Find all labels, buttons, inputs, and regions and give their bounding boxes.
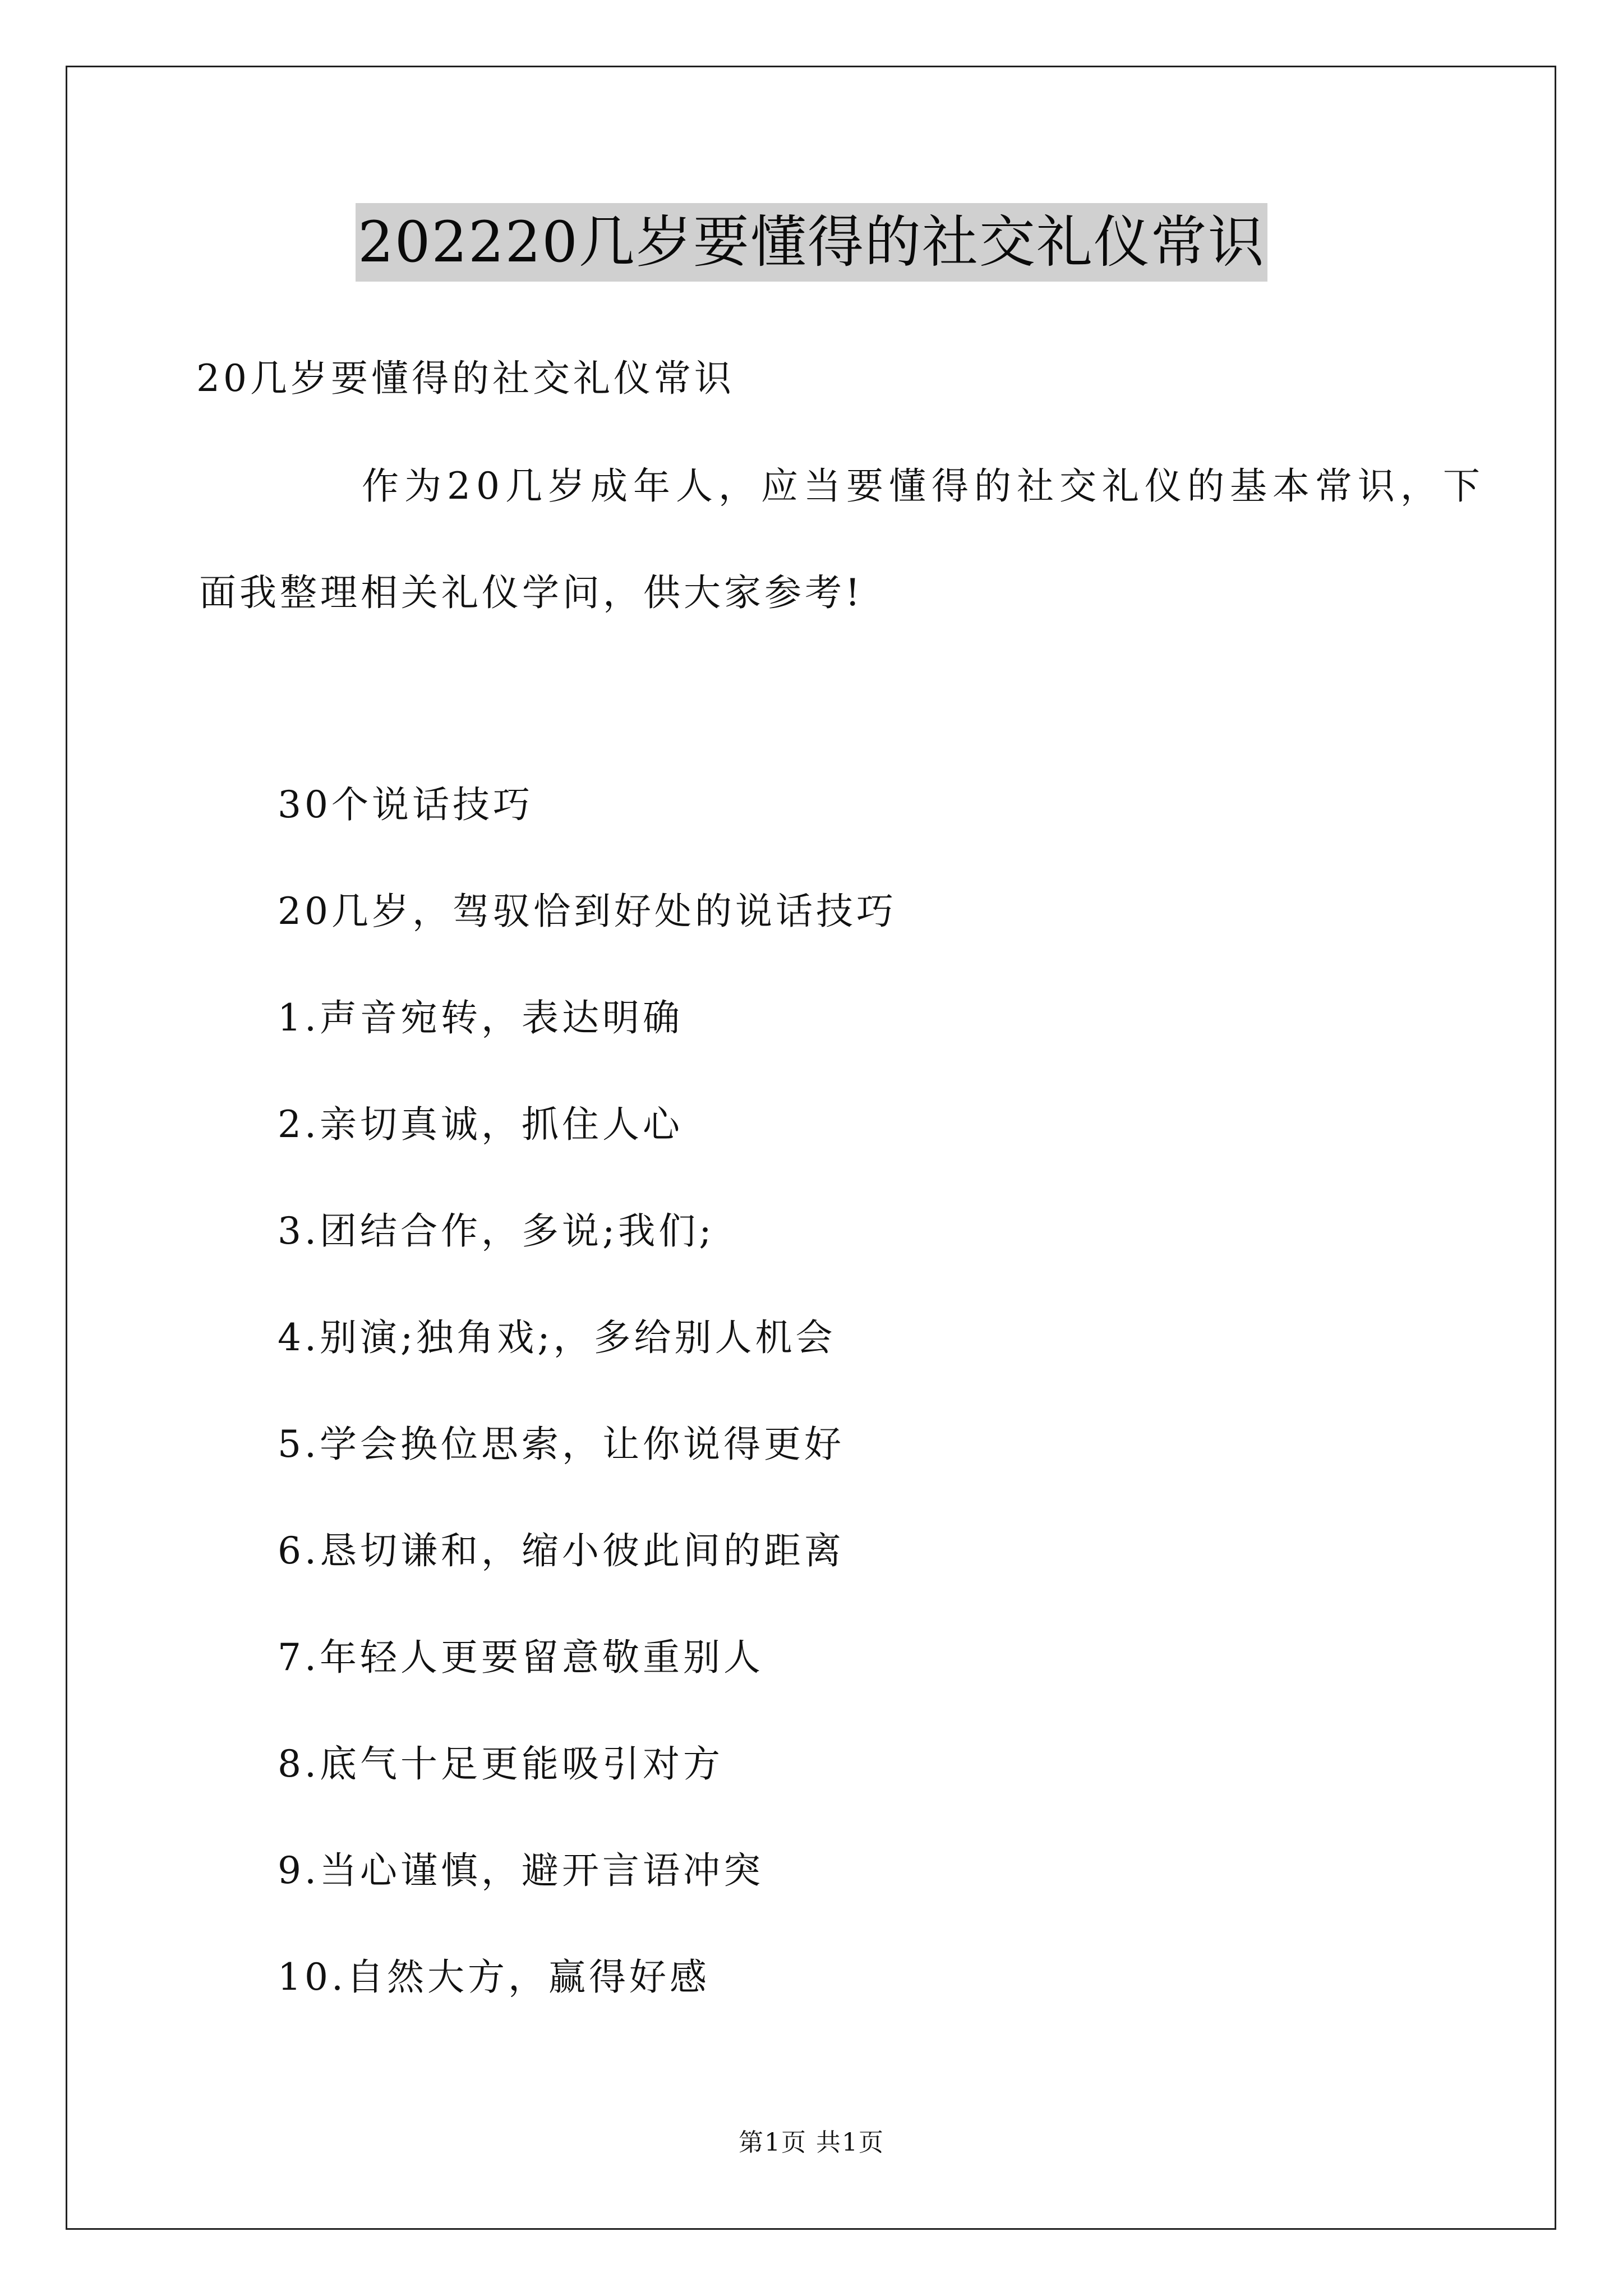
list-item: 10.自然大方，赢得好感	[278, 1955, 710, 1999]
list-item: 4.别演;独角戏;，多给别人机会	[278, 1316, 836, 1359]
intro-paragraph-line-1: 作为20几岁成年人，应当要懂得的社交礼仪的基本常识，下	[362, 464, 1486, 508]
list-item: 6.恳切谦和，缩小彼此间的距离	[278, 1529, 845, 1572]
list-item: 1.声音宛转，表达明确	[278, 996, 683, 1039]
list-item: 3.团结合作，多说;我们;	[278, 1209, 715, 1253]
list-item: 5.学会换位思索，让你说得更好	[278, 1423, 845, 1466]
intro-paragraph-line-2: 面我整理相关礼仪学问，供大家参考!	[199, 571, 864, 614]
page-footer: 第1页 共1页	[739, 2128, 884, 2157]
list-heading: 30个说话技巧	[278, 783, 533, 826]
list-item: 9.当心谨慎，避开言语冲突	[278, 1849, 764, 1892]
list-item: 8.底气十足更能吸引对方	[278, 1742, 723, 1786]
list-subheading: 20几岁，驾驭恰到好处的说话技巧	[278, 890, 897, 933]
document-title: 202220几岁要懂得的社交礼仪常识	[356, 203, 1267, 282]
title-container	[0, 203, 1623, 282]
list-item: 7.年轻人更要留意敬重别人	[278, 1636, 764, 1679]
list-item: 2.亲切真诚，抓住人心	[278, 1103, 683, 1146]
document-subtitle: 20几岁要懂得的社交礼仪常识	[196, 357, 735, 400]
